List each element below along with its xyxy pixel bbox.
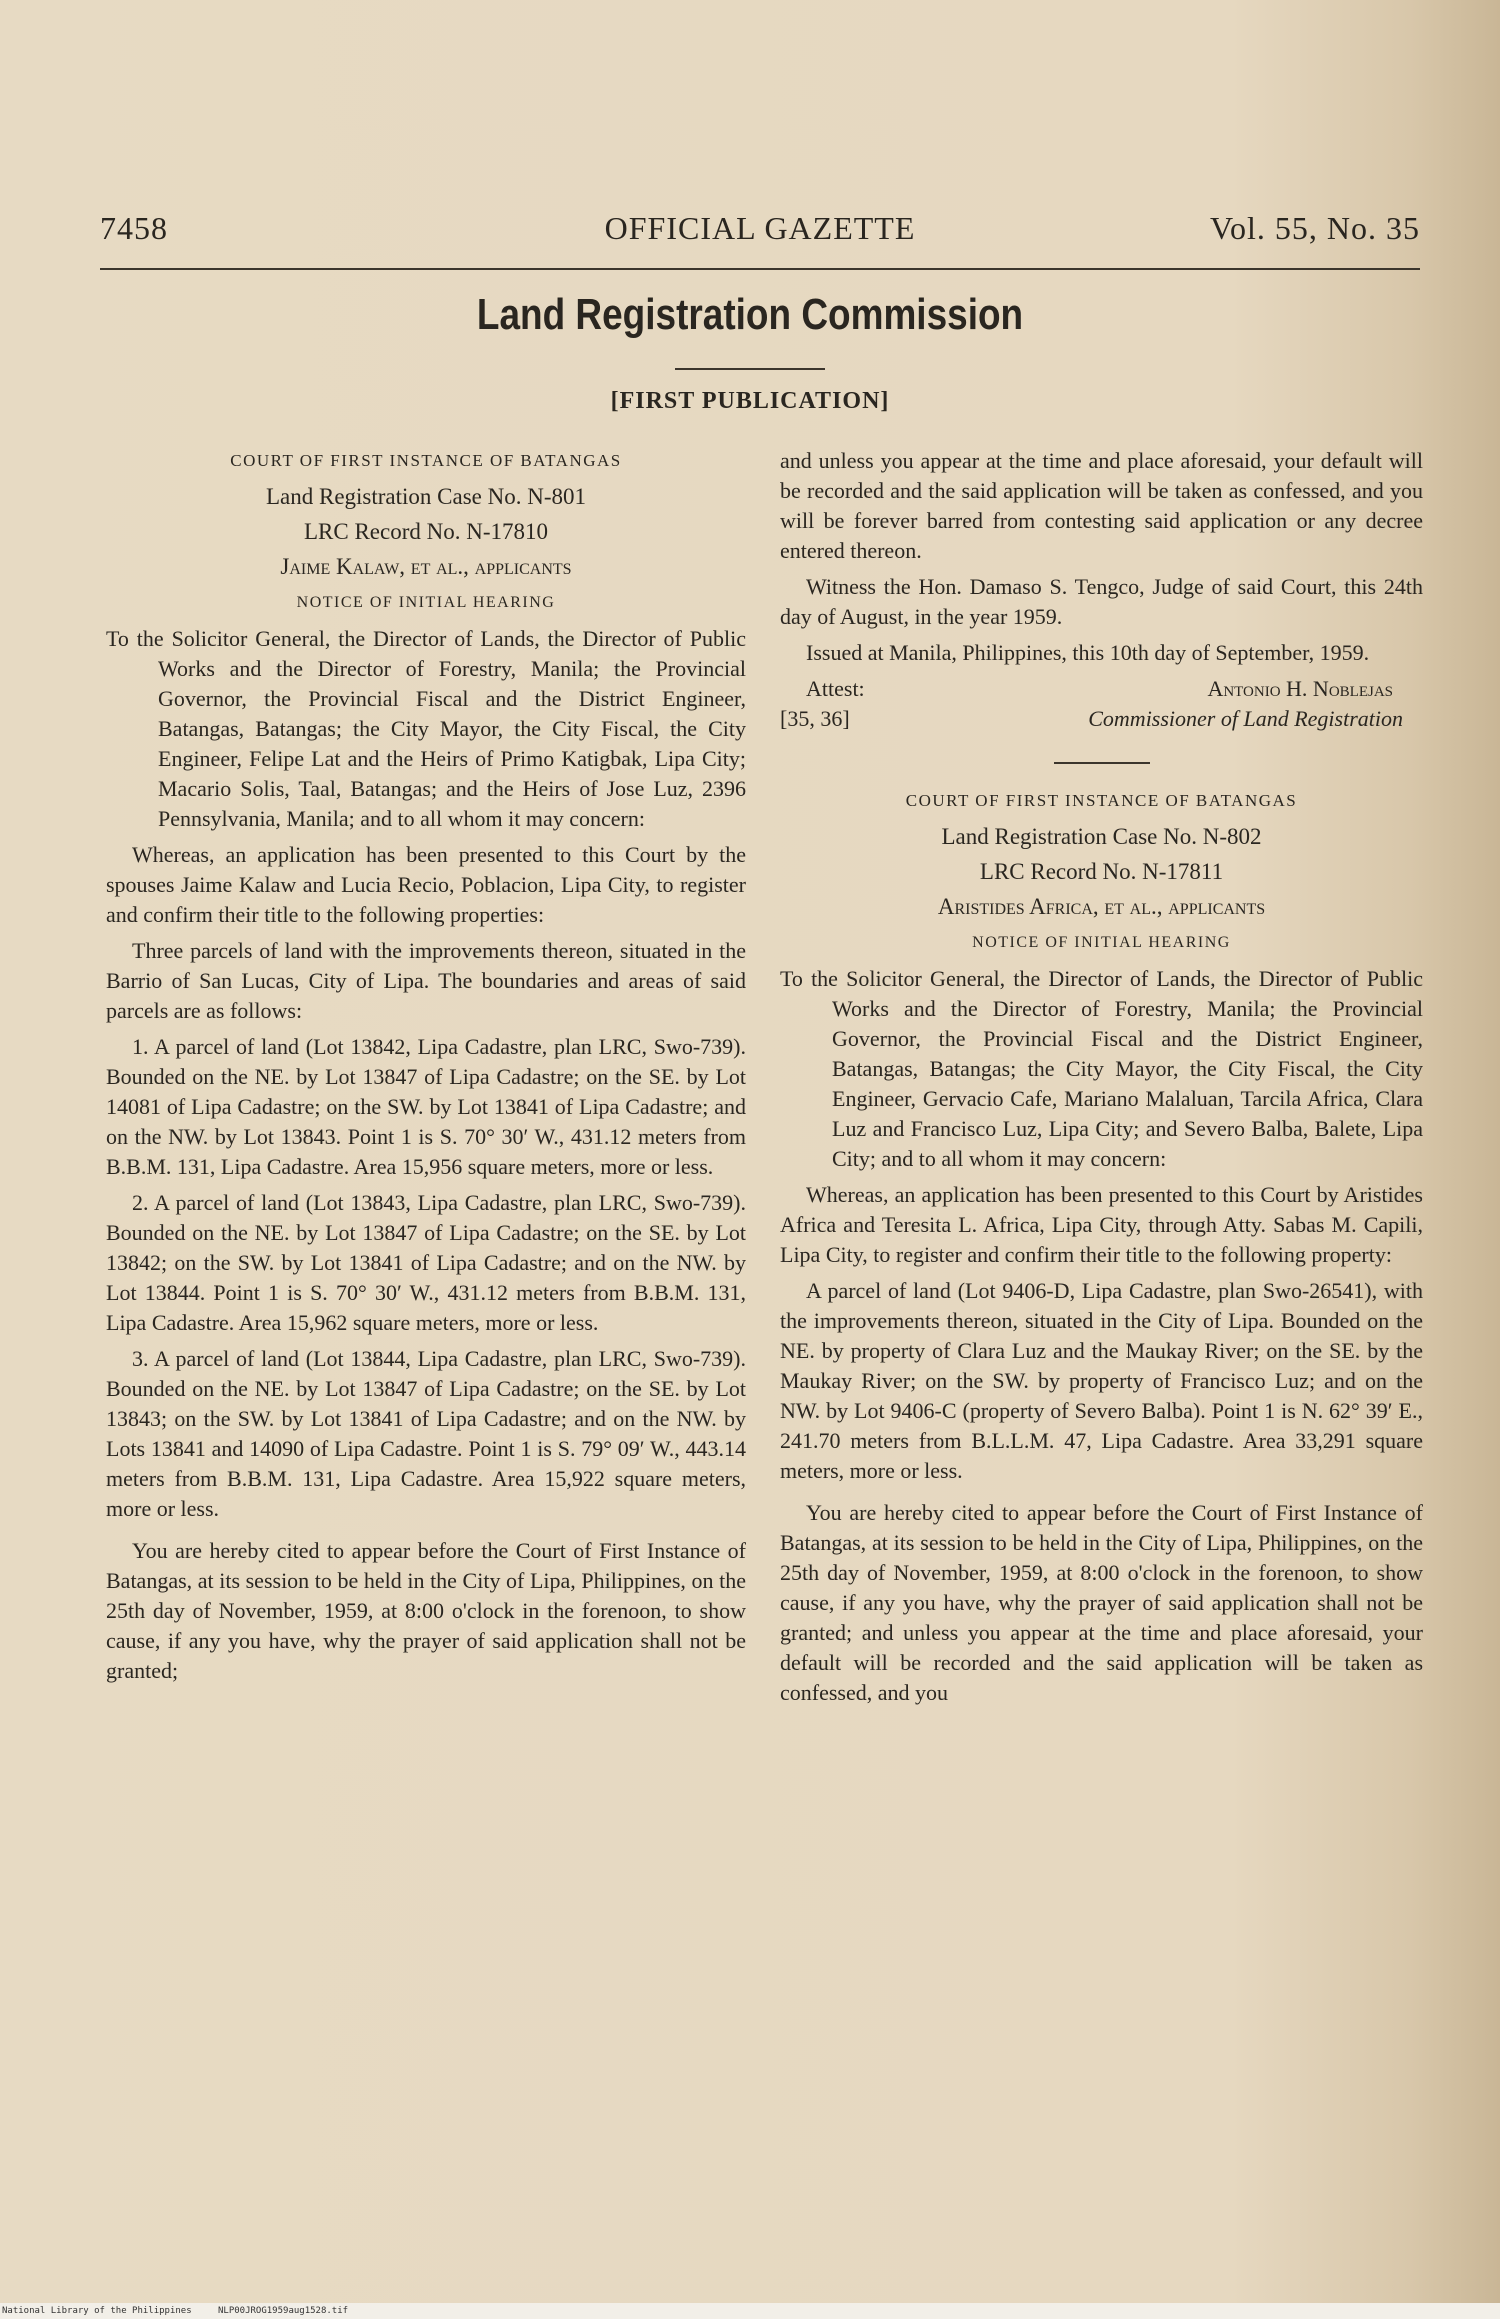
scan-footer bbox=[0, 2303, 1500, 2319]
cited-paragraph: You are hereby cited to appear before the Court of First Instance of Batangas, at its session to be held in the City of Lipa, Philippines, on the 25th day of November, 1959, at 8:00 o'clock in the forenoon, to show cause, if any you have, why the prayer of said application shall not be granted; bbox=[106, 1538, 746, 1683]
attest-label: Attest: bbox=[806, 676, 865, 701]
court-name-2: COURT OF FIRST INSTANCE OF BATANGAS bbox=[905, 791, 1298, 810]
issued-paragraph: Issued at Manila, Philippines, this 10th day of September, 1959. bbox=[806, 640, 1370, 665]
witness-paragraph: Witness the Hon. Damaso S. Tengco, Judge of said Court, this 24th day of August, in the year 1959. bbox=[780, 574, 1423, 629]
section-title: Land Registration Commission bbox=[476, 290, 1024, 339]
file-identifier: NLP00JROG1959aug1528.tif bbox=[218, 2306, 349, 2316]
separator-rule bbox=[1054, 762, 1150, 764]
parcels-intro: Three parcels of land with the improvements thereon, situated in the Barrio of San Lucas, City of Lipa. The boundaries and areas of said parcels are as follows: bbox=[106, 938, 746, 1023]
attestation bbox=[780, 674, 1423, 734]
address-paragraph: To the Solicitor General, the Director of Lands, the Director of Public Works and the Director of Forestry, Manila; the Provincial Governor, the Provincial Fiscal and the District Engineer, Batangas, Batangas; the City Mayor, the City Fiscal, the City Engineer, Felipe Lat and the Heirs of Primo Katigbak, Lipa City; Macario Solis, Taal, Batangas; and the Heirs of Jose Luz, 2396 Pennsylvania, Manila; and to all whom it may concern: bbox=[106, 626, 746, 831]
address-paragraph-2: To the Solicitor General, the Director of Lands, the Director of Public Works and the Director of Forestry, Manila; the Provincial Governor, the Provincial Fiscal and the District Engineer, Batangas, Batangas; the City Mayor, the City Fiscal, the City Engineer, Gervacio Cafe, Mariano Malaluan, Tarcila Africa, Clara Luz and Francisco Luz, Lipa City; and Severo Balba, Balete, Lipa City; and to all whom it may concern: bbox=[780, 966, 1423, 1171]
case-number-2: Land Registration Case No. N-802 bbox=[941, 824, 1262, 849]
parcel-3: 3. A parcel of land (Lot 13844, Lipa Cadastre, plan LRC, Swo-739). Bounded on the NE. by Lot 13847 of Lipa Cadastre; on the SE. by Lot 13843; on the SW. by Lot 13841 of Lipa Cadastre; and on the NW. by Lots 13841 and 14090 of Lipa Cadastre. Point 1 is S. 79° 09′ W., 443.14 meters from B.B.M. 131, Lipa Cadastre. Area 15,922 square meters, more or less. bbox=[106, 1346, 746, 1521]
parcel-paragraph-2: A parcel of land (Lot 9406-D, Lipa Cadastre, plan Swo-26541), with the improvements thereon, situated in the City of Lipa. Bounded on the NE. by property of Clara Luz and the Maukay River; on the SE. by the Maukay River; on the SW. by property of Francisco Luz; and on the NW. by Lot 9406-C (property of Severo Balba). Point 1 is N. 62° 39′ E., 241.70 meters from B.L.L.M. 47, Lipa Cadastre. Area 33,291 square meters, more or less. bbox=[780, 1278, 1423, 1483]
applicants: Jaime Kalaw, et al., applicants bbox=[280, 554, 572, 579]
whereas-paragraph: Whereas, an application has been presented to this Court by the spouses Jaime Kalaw and Lucia Recio, Poblacion, Lipa City, to register and confirm their title to the following properties: bbox=[106, 842, 746, 927]
parcel-1: 1. A parcel of land (Lot 13842, Lipa Cadastre, plan LRC, Swo-739). Bounded on the NE. by Lot 13847 of Lipa Cadastre; on the SE. by Lot 14081 of Lipa Cadastre; on the SW. by Lot 13841 of Lipa Cadastre; and on the NW. by Lot 13843. Point 1 is S. 70° 30′ W., 431.12 meters from B.B.M. 131, Lipa Cadastre. Area 15,956 square meters, more or less. bbox=[106, 1034, 746, 1179]
whereas-paragraph-2: Whereas, an application has been presented to this Court by Aristides Africa and Teresita L. Africa, Lipa City, through Atty. Sabas M. Capili, Lipa City, to register and confirm their title to the following property: bbox=[780, 1182, 1423, 1267]
notice-title: NOTICE OF INITIAL HEARING bbox=[296, 594, 556, 611]
issue-reference: [35, 36] bbox=[780, 706, 850, 731]
lrc-record-2: LRC Record No. N-17811 bbox=[979, 859, 1224, 884]
signatory-title: Commissioner of Land Registration bbox=[1088, 706, 1403, 731]
applicants-2: Aristides Africa, et al., applicants bbox=[937, 894, 1266, 919]
lrc-record: LRC Record No. N-17810 bbox=[303, 519, 549, 544]
cited-paragraph-2: You are hereby cited to appear before the Court of First Instance of Batangas, at its session to be held in the City of Lipa, Philippines, on the 25th day of November, 1959, at 8:00 o'clock in the forenoon, to show cause, if any you have, why the prayer of said application shall not be granted; and unless you appear at the time and place aforesaid, your default will be recorded and the said application will be taken as confessed, and you bbox=[780, 1500, 1423, 1705]
right-column bbox=[780, 446, 1423, 1714]
first-publication-label: [FIRST PUBLICATION] bbox=[610, 388, 890, 414]
running-head bbox=[100, 210, 1420, 250]
court-name: COURT OF FIRST INSTANCE OF BATANGAS bbox=[230, 451, 622, 470]
title-rule bbox=[675, 368, 825, 370]
cited-continuation: and unless you appear at the time and place aforesaid, your default will be recorded and the said application will be taken as confessed, and you will be forever barred from contesting said application or any decree entered thereon. bbox=[780, 448, 1423, 563]
library-credit: National Library of the Philippines bbox=[2, 2306, 192, 2316]
signatory-name: Antonio H. Noblejas bbox=[1207, 676, 1393, 701]
header-rule bbox=[100, 268, 1420, 270]
volume-number: Vol. 55, No. 35 bbox=[1210, 210, 1420, 246]
notice-title-2: NOTICE OF INITIAL HEARING bbox=[972, 934, 1231, 951]
case-number: Land Registration Case No. N-801 bbox=[265, 484, 587, 509]
parcel-2: 2. A parcel of land (Lot 13843, Lipa Cadastre, plan LRC, Swo-739). Bounded on the NE. by Lot 13847 of Lipa Cadastre; on the SE. by Lot 13842; on the SW. by Lot 13841 of Lipa Cadastre; and on the NW. by Lot 13844. Point 1 is S. 70° 30′ W., 431.12 meters from B.B.M. 131, Lipa Cadastre. Area 15,962 square meters, more or less. bbox=[106, 1190, 746, 1335]
page-number: 7458 bbox=[100, 210, 168, 246]
left-column bbox=[106, 446, 746, 1692]
publication-title: OFFICIAL GAZETTE bbox=[604, 210, 916, 246]
